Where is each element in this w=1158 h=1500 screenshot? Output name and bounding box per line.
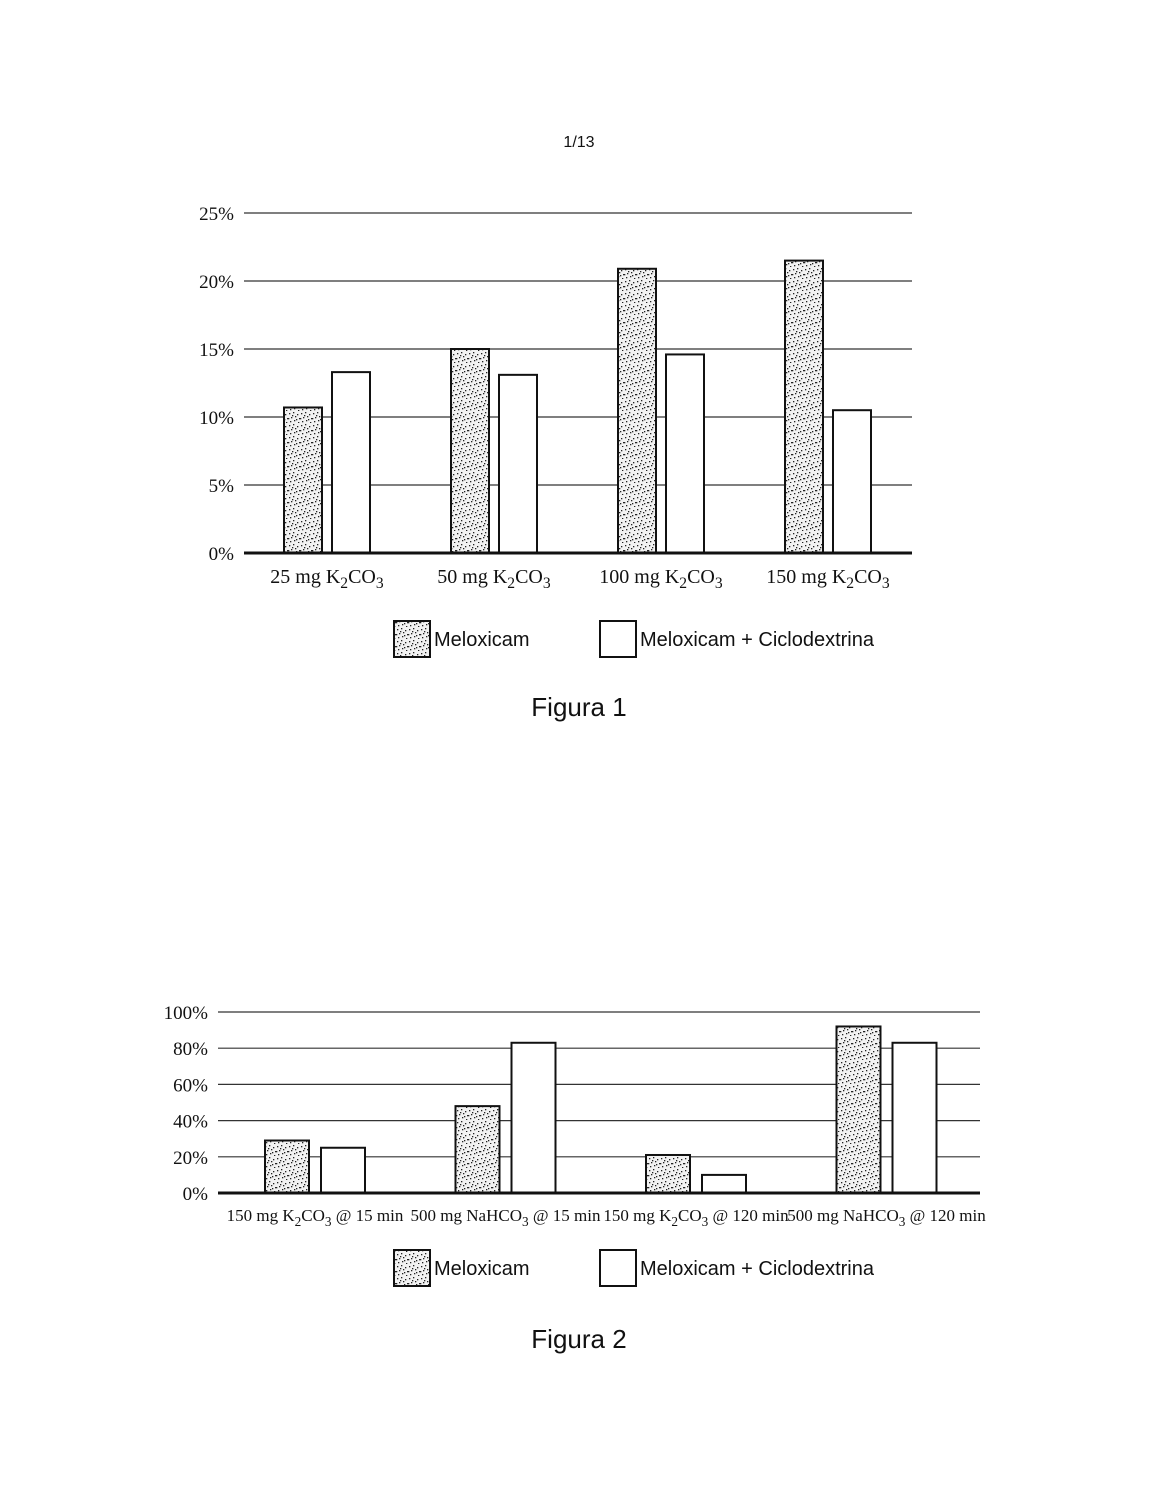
fig1-y-tick-label: 25% <box>199 204 234 225</box>
fig2-y-tick-label: 0% <box>182 1184 208 1205</box>
figure-2-caption: Figura 2 <box>531 1324 627 1354</box>
fig1-legend-swatch <box>600 621 636 657</box>
fig1-y-tick-label: 10% <box>199 408 234 429</box>
fig2-category-label: 150 mg $K_2CO_3$ @ 15 min <box>226 1206 404 1229</box>
fig1-y-tick-label: 5% <box>208 476 234 497</box>
fig2-y-tick-label: 100% <box>163 1003 208 1024</box>
fig2-legend-swatch <box>394 1250 430 1286</box>
fig2-category-label: 500 mg NaHCO$_3$ @ 120 min <box>787 1206 986 1229</box>
fig2-bar-ciclodextrina <box>702 1175 746 1193</box>
fig1-category-label: 100 mg $K_2CO_3$ <box>599 566 723 592</box>
fig2-bar-ciclodextrina <box>893 1043 937 1193</box>
fig1-y-tick-label: 20% <box>199 272 234 293</box>
fig1-category-label: 150 mg $K_2CO_3$ <box>766 566 890 592</box>
fig2-category-label: 150 mg $K_2CO_3$ @ 120 min <box>603 1206 789 1229</box>
fig2-legend-label: Meloxicam <box>434 1258 530 1280</box>
fig1-bar-meloxicam <box>451 349 489 553</box>
fig1-bar-meloxicam <box>284 407 322 553</box>
fig1-bar-ciclodextrina <box>499 375 537 553</box>
fig2-legend-label: Meloxicam + Ciclodextrina <box>640 1258 874 1280</box>
fig1-bar-ciclodextrina <box>666 354 704 553</box>
figure-2-chart <box>0 1000 1158 1300</box>
fig2-bar-ciclodextrina <box>512 1043 556 1193</box>
fig2-bar-meloxicam <box>646 1155 690 1193</box>
fig1-legend-label: Meloxicam + Ciclodextrina <box>640 629 874 651</box>
fig1-y-tick-label: 15% <box>199 340 234 361</box>
fig1-y-tick-label: 0% <box>208 544 234 565</box>
fig1-bar-ciclodextrina <box>332 372 370 553</box>
fig2-category-label: 500 mg NaHCO$_3$ @ 15 min <box>410 1206 601 1229</box>
fig1-legend-label: Meloxicam <box>434 629 530 651</box>
page-number: 1/13 <box>563 134 595 151</box>
fig2-bar-ciclodextrina <box>321 1148 365 1193</box>
fig1-bar-ciclodextrina <box>833 410 871 553</box>
figure-1-chart <box>0 195 1158 675</box>
fig1-category-label: 50 mg $K_2CO_3$ <box>437 566 551 592</box>
fig2-bar-meloxicam <box>265 1141 309 1193</box>
fig1-bar-meloxicam <box>618 269 656 553</box>
fig2-bar-meloxicam <box>456 1106 500 1193</box>
figure-1-caption: Figura 1 <box>531 692 627 722</box>
fig1-bar-meloxicam <box>785 261 823 553</box>
fig2-bar-meloxicam <box>837 1026 881 1193</box>
fig2-legend-swatch <box>600 1250 636 1286</box>
fig1-category-label: 25 mg $K_2CO_3$ <box>270 566 384 592</box>
fig2-y-tick-label: 20% <box>173 1147 208 1169</box>
fig2-y-tick-label: 40% <box>173 1111 208 1133</box>
fig1-legend-swatch <box>394 621 430 657</box>
fig2-y-tick-label: 60% <box>173 1075 208 1097</box>
fig2-y-tick-label: 80% <box>173 1039 208 1061</box>
